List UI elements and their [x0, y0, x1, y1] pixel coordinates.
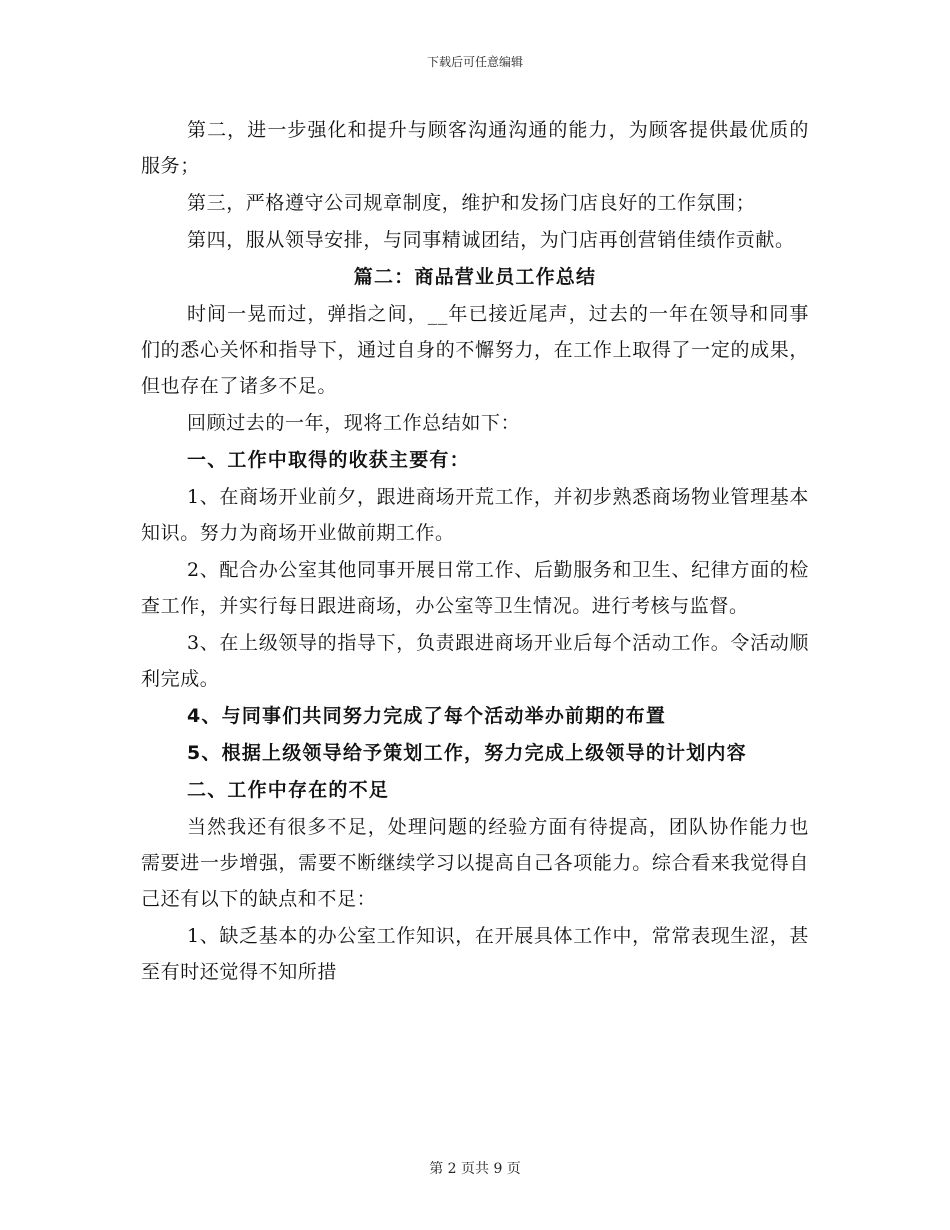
shortcoming-item-1: 1、缺乏基本的办公室工作知识，在开展具体工作中，常常表现生涩，甚至有时还觉得不知所措: [141, 925, 809, 983]
page-footer: 第 2 页共 9 页: [429, 1161, 521, 1177]
document-body: [141, 112, 809, 991]
heading-shortcomings: 二、工作中存在的不足: [187, 779, 390, 801]
summary-lead: 回顾过去的一年，现将工作总结如下：: [187, 412, 521, 434]
paragraph-item-3: 第三，严格遵守公司规章制度，维护和发扬门店良好的工作氛围；: [187, 192, 756, 214]
gain-item-3: 3、在上级领导的指导下，负责跟进商场开业后每个活动工作。令活动顺利完成。: [141, 632, 809, 690]
gain-item-1: 1、在商场开业前夕，跟进商场开荒工作，并初步熟悉商场物业管理基本知识。努力为商场开业做前期工作。: [141, 486, 809, 544]
paragraph-item-2: 第二，进一步强化和提升与顾客沟通沟通的能力，为顾客提供最优质的服务；: [141, 119, 809, 177]
gain-item-4: 4、与同事们共同努力完成了每个活动举办前期的布置: [187, 705, 667, 727]
shortcomings-paragraph: 当然我还有很多不足，处理问题的经验方面有待提高，团队协作能力也需要进一步增强，需要不断继续学习以提高自己各项能力。综合看来我觉得自己还有以下的缺点和不足：: [141, 816, 809, 910]
gain-item-2: 2、配合办公室其他同事开展日常工作、后勤服务和卫生、纪律方面的检查工作，并实行每日跟进商场，办公室等卫生情况。进行考核与监督。: [141, 559, 809, 617]
paragraph-item-4: 第四，服从领导安排，与同事精诚团结，为门店再创营销佳绩作贡献。: [187, 229, 795, 251]
intro-paragraph: 时间一晃而过，弹指之间，__年已接近尾声，过去的一年在领导和同事们的悉心关怀和指导下，通过自身的不懈努力，在工作上取得了一定的成果，但也存在了诸多不足。: [141, 303, 809, 397]
page-header: 下载后可任意编辑: [426, 55, 523, 69]
gain-item-5: 5、根据上级领导给予策划工作，努力完成上级领导的计划内容: [187, 742, 747, 764]
heading-gains: 一、工作中取得的收获主要有：: [187, 449, 470, 471]
section-title: 篇二：商品营业员工作总结: [353, 266, 597, 288]
